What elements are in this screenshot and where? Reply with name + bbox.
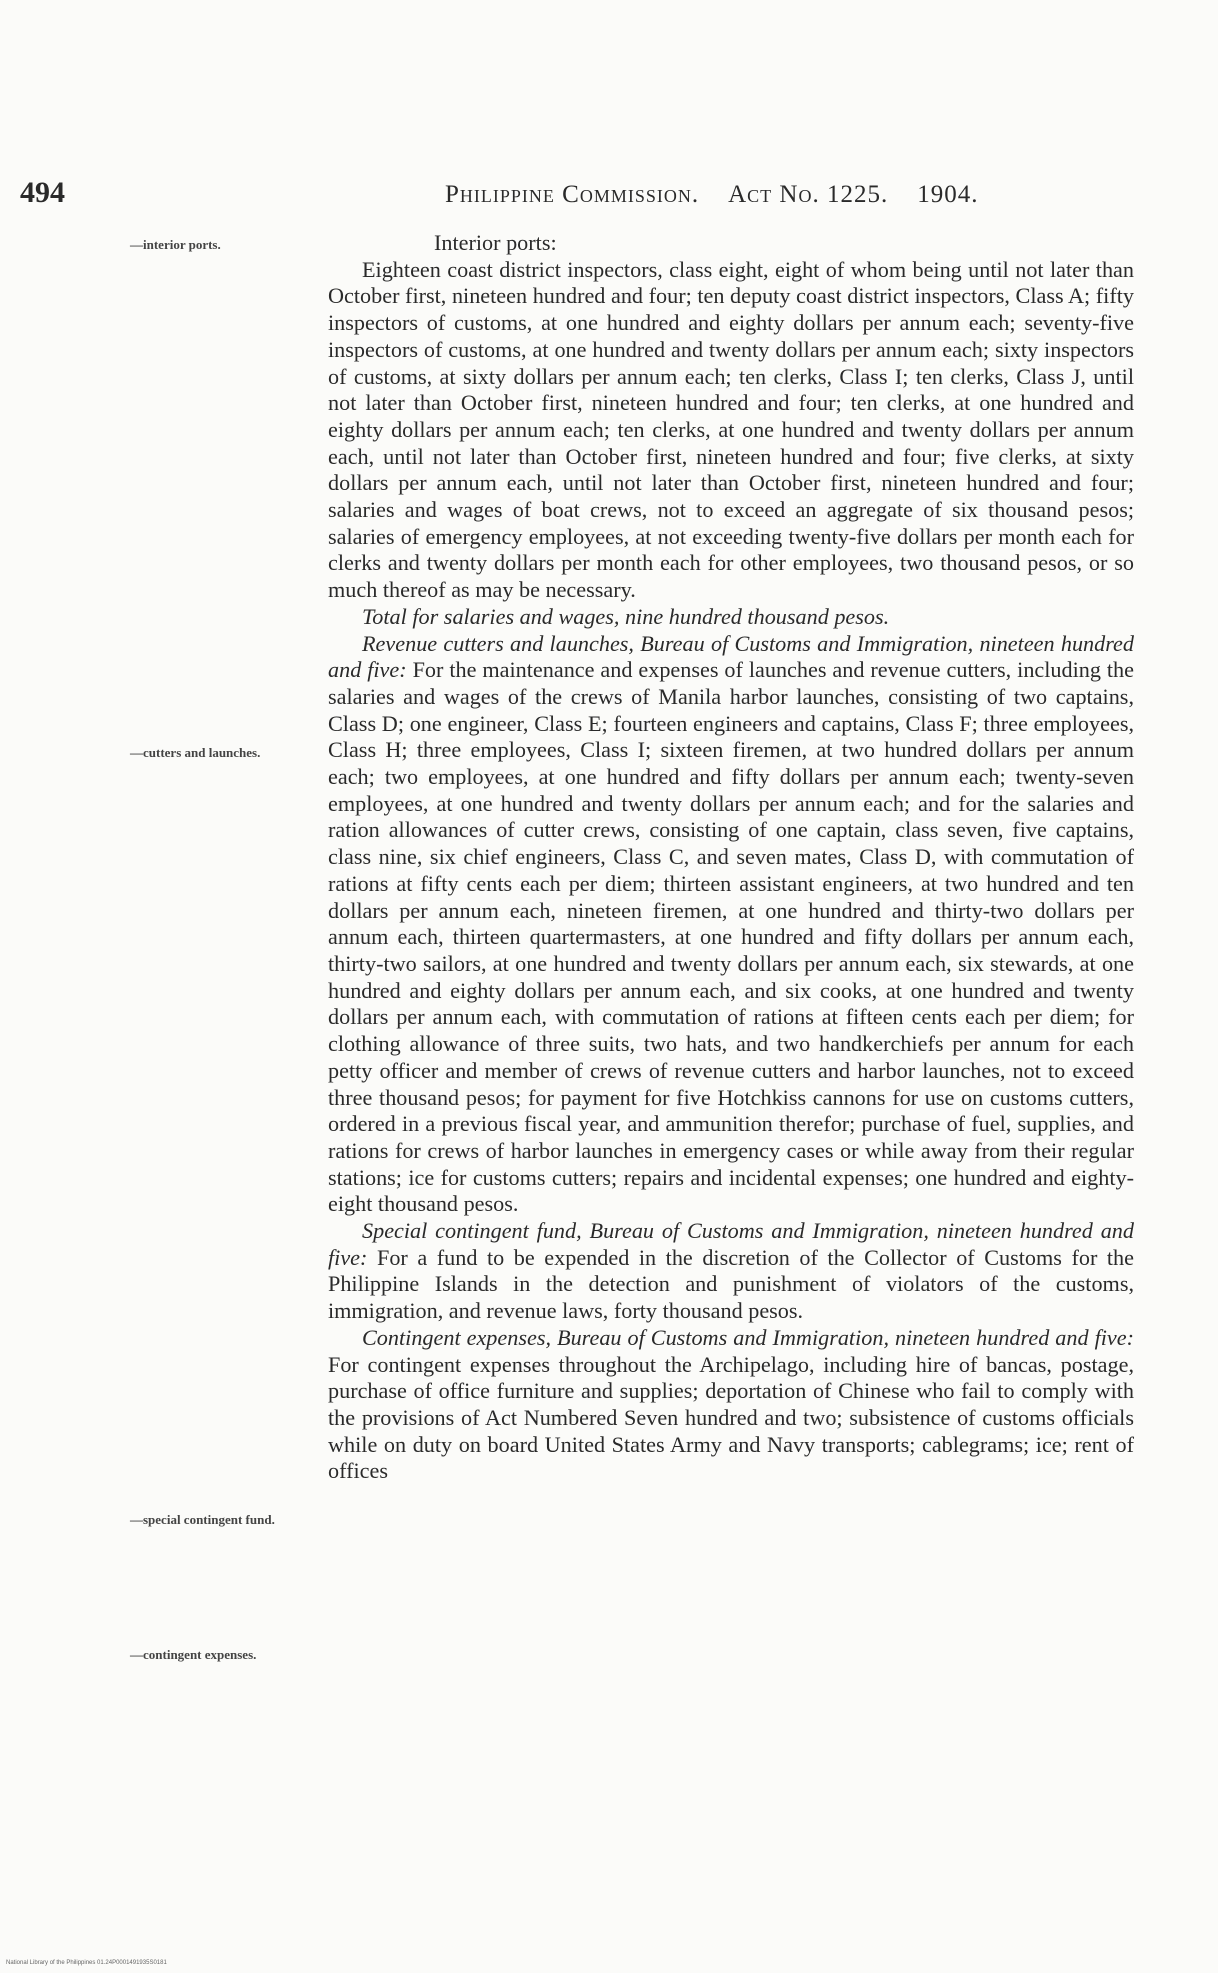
- revenue-cutters-text: For the maintenance and expenses of launches and revenue cutters, including the salaries and wages of the crews of Manila harbor launches, consisting of two captains, Class D; one engineer, Class E; fourteen engineers and captains, Class F; three employees, Class H; three employees, Class I; sixteen firemen, at two hundred dollars per annum each; two employees, at one hundred and fifty dollars per annum each; twenty-seven employees, at one hundred and twenty dollars per annum each; and for the salaries and ration allowances of cutter crews, consisting of one captain, class seven, five captains, class nine, six chief engineers, Class C, and seven mates, Class D, with commutation of rations at fifty cents each per diem; thirteen assistant engineers, at two hundred and ten dollars per annum each, nineteen firemen, at one hundred and thirty-two dollars per annum each, thirteen quartermasters, at one hundred and fifty dollars per annum each, thirty-two sailors, at one hundred and twenty dollars per annum each, six stewards, at one hundred and eighty dollars per annum each, and six cooks, at one hundred and twenty dollars per annum each, with commutation of rations at fifteen cents each per diem; for clothing allowance of three suits, two hats, and two handkerchiefs per annum for each petty officer and member of crews of revenue cutters and harbor launches, not to exceed three thousand pesos; for payment for five Hotchkiss cannons for use on customs cutters, ordered in a previous fiscal year, and ammunition therefor; purchase of fuel, supplies, and rations for crews of harbor launches in emergency cases or while away from their regular stations; ice for customs cutters; repairs and incidental expenses; one hundred and eighty-eight thousand pesos.: [328, 657, 1135, 1217]
- special-fund-text: For a fund to be expended in the discretion of the Collector of Customs for the Philippine Islands in the detection and punishment of violators of the customs, immigration, and revenue laws, forty thousand pesos.: [328, 1244, 1135, 1324]
- total-salaries: Total for salaries and wages, nine hundred thousand pesos.: [362, 603, 890, 629]
- margin-note-contingent: —contingent expenses.: [130, 1647, 257, 1662]
- special-fund-heading: Special contingent fund, Bureau of Customs and Immigration, nineteen hundred and five:: [328, 1218, 1134, 1270]
- page-number: 494: [20, 176, 65, 209]
- contingent-text: For contingent expenses throughout the Archipelago, including hire of bancas, postage, purchase of office furniture and supplies; deportation of Chinese who fail to comply with the provisions of Act Numbered Seven hundred and two; subsistence of customs officials while on duty on board United States Army and Navy transports; cablegrams; ice; rent of offices: [328, 1351, 1134, 1484]
- running-header: [445, 181, 1065, 209]
- revenue-cutters-heading: Revenue cutters and launches, Bureau of Customs and Immigration, nineteen hundred and five:: [328, 630, 1134, 683]
- special-fund-paragraph: [328, 1218, 1134, 1325]
- margin-note-special-fund: —special contingent fund.: [130, 1512, 275, 1527]
- contingent-heading: Contingent expenses, Bureau of Customs and Immigration, nineteen hundred and five:: [362, 1324, 1134, 1350]
- contingent-paragraph: [328, 1325, 1134, 1485]
- scan-credit: National Library of the Philippines 01.24P0001491935S0181: [6, 1960, 167, 1966]
- interior-ports-paragraph: Eighteen coast district inspectors, class eight, eight of whom being until not later than October first, nineteen hundred and four; ten deputy coast district inspectors, Class A; fifty inspectors of customs, at one hundred and eighty dollars per annum each; seventy-five inspectors of customs, at one hundred and twenty dollars per annum each; sixty inspectors of customs, at sixty dollars per annum each; ten clerks, Class I; ten clerks, Class J, until not later than October first, nineteen hundred and four; ten clerks, at one hundred and eighty dollars per annum each; ten clerks, at one hundred and twenty dollars per annum each, until not later than October first, nineteen hundred and four; five clerks, at sixty dollars per annum each, until not later than October first, nineteen hundred and four; salaries and wages of boat crews, not to exceed an aggregate of six thousand pesos; salaries of emergency employees, at not exceeding twenty-five dollars per month each for clerks and twenty dollars per month each for other employees, two thousand pesos, or so much thereof as may be necessary.: [328, 256, 1134, 603]
- margin-note-cutters: —cutters and launches.: [130, 745, 261, 760]
- year: 1904.: [917, 181, 979, 208]
- revenue-cutters-paragraph: [328, 631, 1134, 1218]
- interior-ports-heading: Interior ports:: [434, 230, 557, 255]
- body-text: [328, 230, 1134, 1485]
- margin-note-interior-ports: —interior ports.: [130, 237, 221, 252]
- act-number: Act No. 1225.: [728, 181, 889, 208]
- publication-title: Philippine Commission.: [445, 181, 700, 208]
